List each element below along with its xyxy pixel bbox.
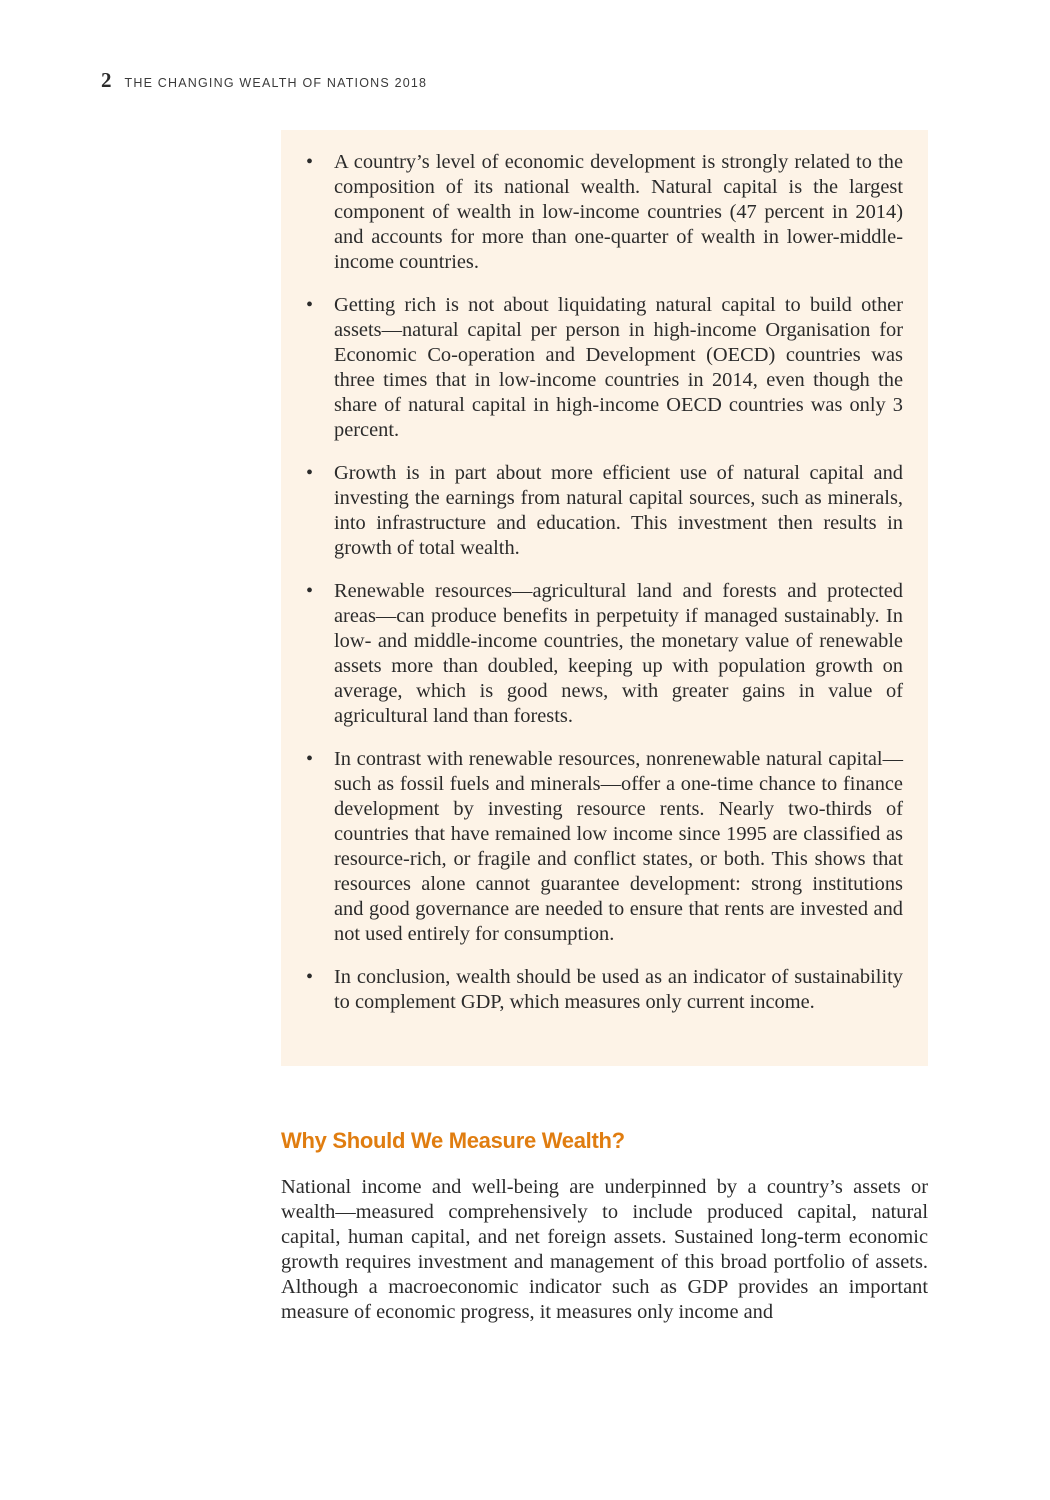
bullet-icon: • [306, 151, 314, 173]
running-title: THE CHANGING WEALTH OF NATIONS 2018 [124, 76, 428, 90]
bullet-icon: • [306, 748, 314, 770]
list-item-text: Renewable resources—agricultural land and forests and protected areas—can produce benefits in perpetuity if managed sustainably. In low- and middle-income countries, the monetary value of renewable assets more than doubled, keeping up with population growth on average, which is good news, with greater gains in value of agricultural land than forests. [334, 580, 903, 727]
key-findings-box [281, 130, 928, 1066]
bullet-icon: • [306, 580, 314, 602]
list-item-text: In conclusion, wealth should be used as an indicator of sustainability to complement GDP, which measures only current income. [334, 966, 903, 1013]
list-item [305, 747, 903, 947]
list-item-text: Getting rich is not about liquidating natural capital to build other assets—natural capital per person in high-income Organisation for Economic Co-operation and Development (OECD) countries was three times that in low-income countries in 2014, even though the share of natural capital in high-income OECD countries was only 3 percent. [334, 294, 903, 441]
bullet-icon: • [306, 294, 314, 316]
bullet-icon: • [306, 966, 314, 988]
body-paragraph: National income and well-being are underpinned by a country’s assets or wealth—measured comprehensively to include produced capital, natural capital, human capital, and net foreign assets. Sustained long-term economic growth requires investment and management of this broad portfolio of assets. Although a macroeconomic indicator such as GDP provides an important measure of economic progress, it measures only income and [281, 1176, 928, 1323]
list-item-text: In contrast with renewable resources, nonrenewable natural capital—such as fossil fuels and minerals—offer a one-time chance to finance development by investing resource rents. Nearly two-thirds of countries that have remained low income since 1995 are classified as resource-rich, or fragile and conflict states, or both. This shows that resources alone cannot guarantee development: strong institutions and good governance are needed to ensure that rents are invested and not used entirely for consumption. [334, 748, 903, 945]
list-item-text: Growth is in part about more efficient use of natural capital and investing the earnings from natural capital sources, such as minerals, into infrastructure and education. This investment then results in growth of total wealth. [334, 462, 903, 559]
list-item [305, 293, 903, 443]
running-header [101, 68, 427, 92]
list-item [305, 150, 903, 275]
page-number: 2 [101, 68, 112, 92]
key-findings-list [305, 150, 903, 1015]
list-item [305, 965, 903, 1015]
bullet-icon: • [306, 462, 314, 484]
list-item [305, 579, 903, 729]
list-item-text: A country’s level of economic development is strongly related to the composition of its national wealth. Natural capital is the largest component of wealth in low-income countries (47 percent in 2014) and accounts for more than one-quarter of wealth in lower-middle-income countries. [334, 151, 903, 273]
list-item [305, 461, 903, 561]
section-heading: Why Should We Measure Wealth? [281, 1128, 625, 1153]
